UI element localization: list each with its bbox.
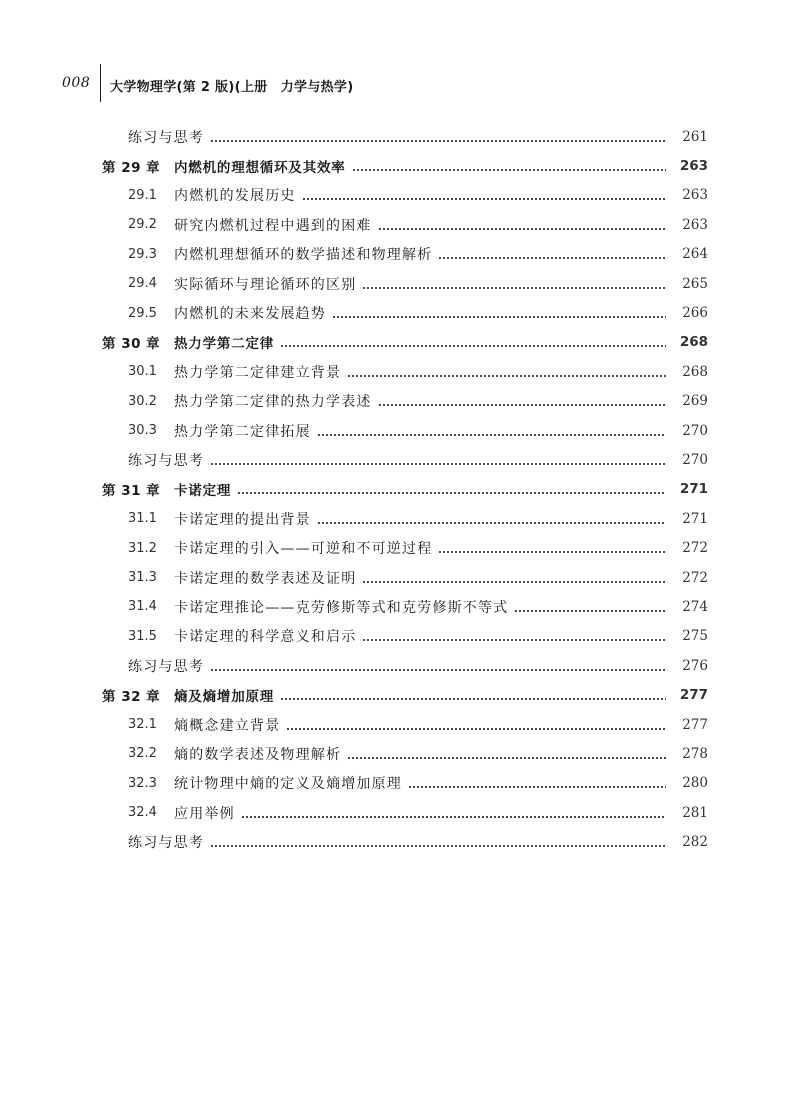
toc-entry-title: 卡诺定理推论——克劳修斯等式和克劳修斯不等式 xyxy=(174,599,509,616)
toc-entry-page: 264 xyxy=(682,246,708,263)
toc-entry-chapter[interactable] xyxy=(0,475,800,504)
toc-entry-title: 练习与思考 xyxy=(128,658,204,675)
toc-entry-section[interactable] xyxy=(0,769,800,798)
toc-entry-page: 276 xyxy=(682,657,708,674)
dot-leader xyxy=(514,600,666,614)
dot-leader xyxy=(438,541,666,555)
toc-entry-label xyxy=(128,744,347,764)
dot-leader xyxy=(280,688,666,702)
toc-entry-page: 277 xyxy=(682,716,708,733)
toc-entry-page: 268 xyxy=(682,363,708,380)
toc-entry-page: 263 xyxy=(679,158,708,175)
toc-entry-label xyxy=(128,597,514,617)
toc-entry-page: 281 xyxy=(682,804,708,821)
toc-entry-title: 熵的数学表述及物理解析 xyxy=(174,746,342,763)
toc-entry-label xyxy=(128,509,317,529)
toc-entry-number: 30.2 xyxy=(128,393,157,409)
toc-entry-page: 277 xyxy=(679,687,708,704)
dot-leader xyxy=(210,835,666,849)
toc-entry-number: 32.1 xyxy=(128,717,157,732)
dot-leader xyxy=(237,482,666,496)
toc-entry-page: 272 xyxy=(682,540,708,557)
dot-leader xyxy=(347,747,666,761)
book-title: 大学物理学(第 2 版)(上册 力学与热学) xyxy=(110,80,354,95)
dot-leader xyxy=(210,130,666,144)
toc-entry-page: 263 xyxy=(682,187,708,204)
toc-entry-section[interactable] xyxy=(0,592,800,621)
toc-entry-number: 第 32 章 xyxy=(102,689,161,706)
header-divider xyxy=(100,64,101,102)
toc-entry-label xyxy=(128,450,210,470)
toc-entry-label xyxy=(128,421,317,441)
toc-entry-exercise[interactable] xyxy=(0,651,800,680)
toc-entry-label xyxy=(128,832,210,852)
toc-entry-section[interactable] xyxy=(0,416,800,445)
dot-leader xyxy=(362,629,666,643)
toc-entry-label xyxy=(128,715,286,735)
toc-entry-page: 278 xyxy=(682,745,708,762)
dot-leader xyxy=(408,776,666,790)
toc-entry-title: 实际循环与理论循环的区别 xyxy=(174,276,357,293)
toc-entry-number: 29.5 xyxy=(128,305,157,321)
toc-entry-page: 268 xyxy=(679,334,708,351)
toc-entry-title: 热力学第二定律建立背景 xyxy=(174,364,342,381)
toc-entry-number: 29.4 xyxy=(128,276,157,292)
dot-leader xyxy=(280,335,666,349)
toc-entry-title: 卡诺定理的提出背景 xyxy=(174,511,311,528)
toc-entry-number: 第 29 章 xyxy=(102,160,161,177)
toc-entry-title: 熵及熵增加原理 xyxy=(174,689,275,706)
toc-entry-title: 卡诺定理的数学表述及证明 xyxy=(174,570,357,587)
toc-entry-label xyxy=(128,244,438,264)
dot-leader xyxy=(438,247,666,261)
toc-entry-title: 热力学第二定律 xyxy=(174,336,275,353)
toc-entry-label xyxy=(128,391,378,411)
dot-leader xyxy=(378,394,666,408)
toc-entry-number: 31.4 xyxy=(128,599,157,615)
toc-entry-label xyxy=(128,568,362,588)
toc-entry-title: 热力学第二定律拓展 xyxy=(174,423,311,440)
toc-entry-section[interactable] xyxy=(0,240,800,269)
toc-entry-page: 271 xyxy=(682,510,708,527)
toc-entry-section[interactable] xyxy=(0,269,800,298)
toc-entry-page: 274 xyxy=(682,598,708,615)
toc-entry-title: 练习与思考 xyxy=(128,835,204,852)
dot-leader xyxy=(347,365,666,379)
toc-entry-label xyxy=(128,127,210,147)
toc-entry-label xyxy=(128,538,438,558)
toc-entry-section[interactable] xyxy=(0,504,800,533)
toc-entry-label xyxy=(128,656,210,676)
toc-entry-number: 32.2 xyxy=(128,746,157,762)
toc-entry-chapter[interactable] xyxy=(0,680,800,709)
dot-leader xyxy=(241,806,666,820)
toc-entry-number: 29.2 xyxy=(128,217,157,233)
toc-entry-number: 29.3 xyxy=(128,246,157,262)
toc-entry-title: 内燃机的理想循环及其效率 xyxy=(174,160,346,177)
toc-entry-label xyxy=(128,274,362,294)
dot-leader xyxy=(378,218,666,232)
toc-entry-section[interactable] xyxy=(0,357,800,386)
table-of-contents xyxy=(0,122,800,857)
toc-entry-label xyxy=(128,773,408,793)
dot-leader xyxy=(362,571,666,585)
toc-entry-number: 31.1 xyxy=(128,511,157,527)
toc-entry-label xyxy=(102,685,280,705)
toc-entry-number: 32.4 xyxy=(128,805,157,821)
dot-leader xyxy=(210,659,666,673)
dot-leader xyxy=(286,718,666,732)
toc-entry-number: 30.1 xyxy=(128,364,157,380)
toc-entry-label xyxy=(128,303,332,323)
toc-entry-page: 270 xyxy=(682,422,708,439)
page-number: 008 xyxy=(62,75,91,91)
toc-entry-page: 282 xyxy=(682,834,708,851)
toc-entry-page: 280 xyxy=(682,775,708,792)
toc-entry-chapter[interactable] xyxy=(0,151,800,180)
toc-entry-page: 261 xyxy=(682,128,708,145)
dot-leader xyxy=(317,424,666,438)
toc-entry-title: 内燃机的发展历史 xyxy=(174,188,296,205)
toc-entry-label xyxy=(102,332,280,352)
toc-entry-label xyxy=(102,479,237,499)
toc-entry-section[interactable] xyxy=(0,710,800,739)
toc-entry-number: 第 30 章 xyxy=(102,336,161,353)
toc-entry-section[interactable] xyxy=(0,739,800,768)
toc-entry-page: 266 xyxy=(682,305,708,322)
toc-entry-page: 263 xyxy=(682,216,708,233)
toc-entry-label xyxy=(128,626,362,646)
dot-leader xyxy=(352,159,666,173)
toc-entry-section[interactable] xyxy=(0,387,800,416)
toc-entry-page: 270 xyxy=(682,451,708,468)
toc-entry-number: 第 31 章 xyxy=(102,483,161,500)
toc-entry-section[interactable] xyxy=(0,210,800,239)
toc-entry-page: 271 xyxy=(679,481,708,498)
toc-entry-label xyxy=(128,215,378,235)
toc-entry-title: 统计物理中熵的定义及熵增加原理 xyxy=(174,776,402,793)
dot-leader xyxy=(302,188,666,202)
toc-entry-exercise[interactable] xyxy=(0,122,800,151)
dot-leader xyxy=(362,277,666,291)
dot-leader xyxy=(332,306,666,320)
toc-entry-number: 32.3 xyxy=(128,775,157,791)
toc-entry-exercise[interactable] xyxy=(0,827,800,856)
toc-entry-chapter[interactable] xyxy=(0,328,800,357)
toc-entry-title: 研究内燃机过程中遇到的困难 xyxy=(174,217,372,234)
toc-entry-number: 30.3 xyxy=(128,423,157,439)
toc-entry-number: 29.1 xyxy=(128,187,157,203)
toc-entry-title: 卡诺定理 xyxy=(174,483,232,500)
toc-entry-title: 练习与思考 xyxy=(128,452,204,469)
toc-entry-page: 275 xyxy=(682,628,708,645)
toc-entry-section[interactable] xyxy=(0,563,800,592)
toc-entry-title: 内燃机的未来发展趋势 xyxy=(174,306,326,323)
toc-entry-number: 31.5 xyxy=(128,628,157,644)
toc-entry-section[interactable] xyxy=(0,533,800,562)
toc-entry-section[interactable] xyxy=(0,622,800,651)
toc-entry-section[interactable] xyxy=(0,798,800,827)
toc-entry-title: 练习与思考 xyxy=(128,129,204,146)
toc-entry-title: 熵概念建立背景 xyxy=(174,717,281,734)
toc-entry-page: 269 xyxy=(682,393,708,410)
toc-entry-title: 热力学第二定律的热力学表述 xyxy=(174,394,372,411)
toc-entry-number: 31.3 xyxy=(128,570,157,586)
toc-entry-title: 卡诺定理的引入——可逆和不可逆过程 xyxy=(174,541,433,558)
toc-entry-title: 应用举例 xyxy=(174,805,235,822)
toc-entry-label xyxy=(128,803,241,823)
toc-entry-label xyxy=(102,156,352,176)
toc-entry-page: 265 xyxy=(682,275,708,292)
page-header xyxy=(62,70,96,96)
toc-entry-title: 卡诺定理的科学意义和启示 xyxy=(174,629,357,646)
toc-entry-label xyxy=(128,362,347,382)
toc-entry-title: 内燃机理想循环的数学描述和物理解析 xyxy=(174,247,433,264)
toc-entry-section[interactable] xyxy=(0,181,800,210)
toc-entry-label xyxy=(128,185,302,205)
toc-entry-section[interactable] xyxy=(0,298,800,327)
dot-leader xyxy=(317,512,666,526)
dot-leader xyxy=(210,453,666,467)
toc-entry-page: 272 xyxy=(682,569,708,586)
toc-entry-number: 31.2 xyxy=(128,540,157,556)
toc-entry-exercise[interactable] xyxy=(0,445,800,474)
